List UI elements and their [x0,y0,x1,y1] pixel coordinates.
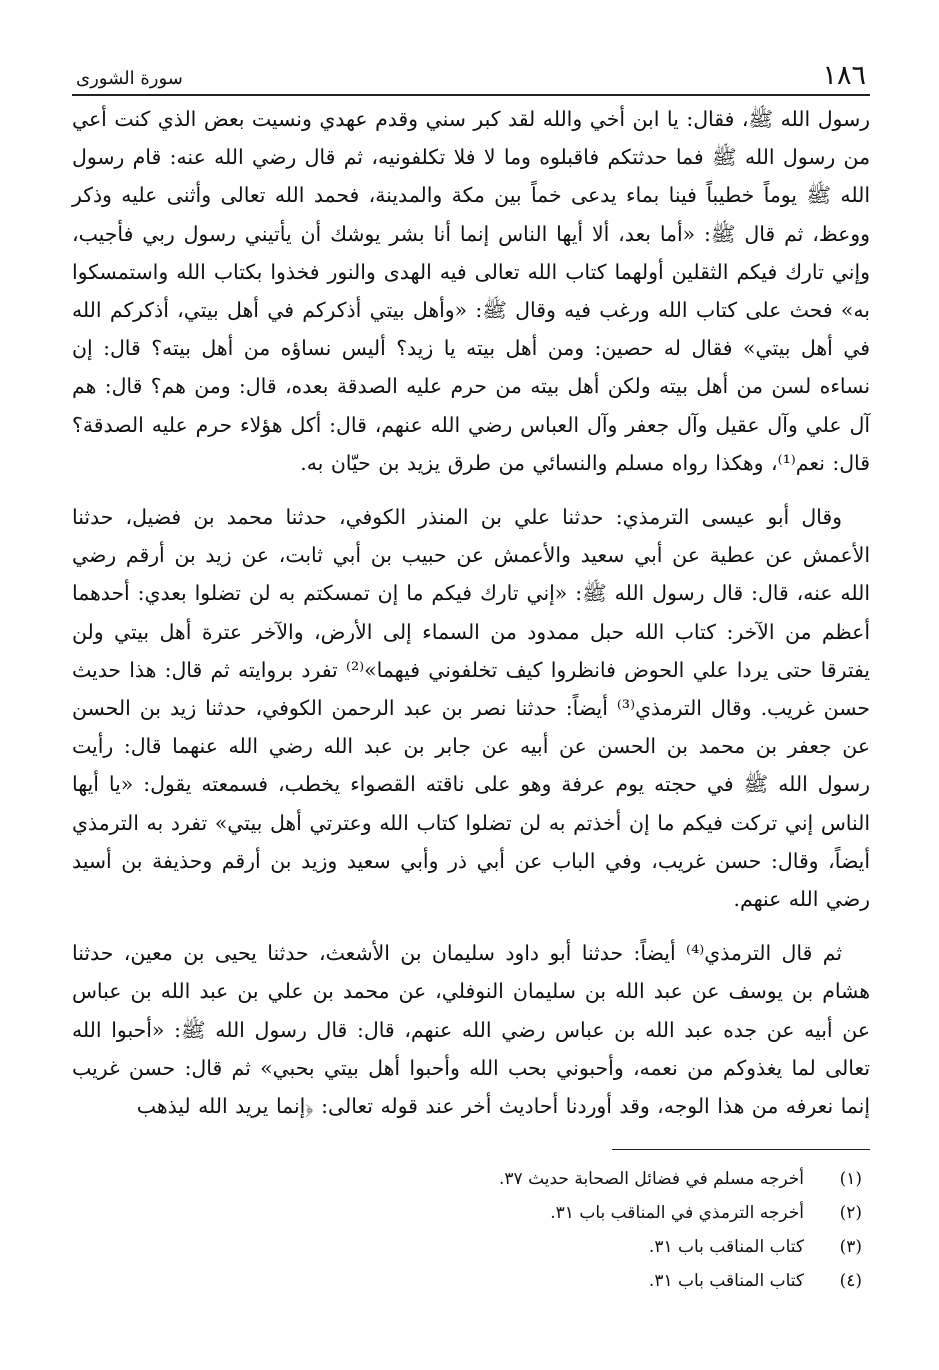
footnote-text: كتاب المناقب باب ٣١. [648,1237,804,1258]
page-number: ١٨٦ [822,60,866,91]
paragraph-3: ثم قال الترمذي⁽⁴⁾ أيضاً: حدثنا أبو داود سليمان بن الأشعث، حدثنا يحيى بن معين، حدثنا هشام بن يوسف عن عبد الله بن سليمان النوفلي، عن محمد بن علي بن عبد الله بن عباس عن أبيه عن جده عبد الله بن عباس رضي الله عنهم، قال: قال رسول الله ﷺ: «أحبوا الله تعالى لما يغذوكم من نعمه، وأحبوني بحب الله وأحبوا أهل بيتي بحبي» ثم قال: حسن غريب إنما نعرفه من هذا الوجه، وقد أوردنا أحاديث أخر عند قوله تعالى: ﴿إنما يريد الله ليذهب [72,941,870,1119]
footnotes [72,1162,870,1298]
footnote-number: (٣) [839,1237,862,1258]
footnote-item [72,1264,862,1298]
paragraph-2: وقال أبو عيسى الترمذي: حدثنا علي بن المنذر الكوفي، حدثنا محمد بن فضيل، حدثنا الأعمش عن عطية عن أبي سعيد والأعمش عن حبيب بن أبي ثابت، عن زيد بن أرقم رضي الله عنه، قال: قال رسول الله ﷺ: «إني تارك فيكم ما إن تمسكتم به لن تضلوا بعدي: أحدهما أعظم من الآخر: كتاب الله حبل ممدود من السماء إلى الأرض، والآخر عترة أهل بيتي ولن يفترقا حتى يردا علي الحوض فانظروا كيف تخلفوني فيهما»⁽²⁾ تفرد بروايته ثم قال: هذا حديث حسن غريب. وقال الترمذي⁽³⁾ أيضاً: حدثنا نصر بن عبد الرحمن الكوفي، حدثنا زيد بن الحسن عن جعفر بن محمد بن الحسن عن أبيه عن جابر بن عبد الله رضي الله عنهما قال: رأيت رسول الله ﷺ في حجته يوم عرفة وهو على ناقته القصواء يخطب، فسمعته يقول: «يا أيها الناس إني تركت فيكم ما إن أخذتم به لن تضلوا كتاب الله وعترتي أهل بيتي» تفرد به الترمذي أيضاً، وقال: حسن غريب، وفي الباب عن أبي ذر وأبي سعيد وزيد بن أرقم وحذيفة بن أسيد رضي الله عنهم. [72,505,870,912]
paragraph-gap [72,482,870,498]
footnote-item [72,1196,862,1230]
running-head [72,55,870,96]
surah-title: سورة الشورى [76,68,183,89]
footnote-text: كتاب المناقب باب ٣١. [648,1271,804,1292]
footnote-number: (١) [839,1169,862,1190]
footnote-divider [612,1149,870,1150]
footnote-item [72,1230,862,1264]
paragraph-gap [72,918,870,934]
footnote-number: (٤) [839,1271,862,1292]
body-text [72,100,870,1125]
paragraph-1: رسول الله ﷺ، فقال: يا ابن أخي والله لقد كبر سني وقدم عهدي ونسيت بعض الذي كنت أعي من رسول الله ﷺ فما حدثتكم فاقبلوه وما لا فلا تكلفونيه، ثم قال رضي الله عنه: قام رسول الله ﷺ يوماً خطيباً فينا بماء يدعى خماً بين مكة والمدينة، فحمد الله تعالى وأثنى عليه وذكر ووعظ، ثم قال ﷺ: «أما بعد، ألا أيها الناس إنما أنا بشر يوشك أن يأتيني رسول ربي فأجيب، وإني تارك فيكم الثقلين أولهما كتاب الله تعالى فيه الهدى والنور فخذوا بكتاب الله واستمسكوا به» فحث على كتاب الله ورغب فيه وقال ﷺ: «وأهل بيتي أذكركم في أهل بيتي، أذكركم الله في أهل بيتي» فقال له حصين: ومن أهل بيته يا زيد؟ أليس نساؤه من أهل بيته؟ قال: إن نساءه لسن من أهل بيته ولكن أهل بيته من حرم عليه الصدقة بعده، قال: ومن هم؟ قال: هم آل علي وآل عقيل وآل جعفر وآل العباس رضي الله عنهم، قال: أكل هؤلاء حرم عليه الصدقة؟ قال: نعم⁽¹⁾، وهكذا رواه مسلم والنسائي من طرق يزيد بن حيّان به. [72,107,870,475]
book-page [72,55,870,1298]
footnote-number: (٢) [839,1203,862,1224]
footnote-item [72,1162,862,1196]
footnote-text: أخرجه مسلم في فضائل الصحابة حديث ٣٧. [499,1169,804,1190]
footnote-text: أخرجه الترمذي في المناقب باب ٣١. [550,1203,804,1224]
